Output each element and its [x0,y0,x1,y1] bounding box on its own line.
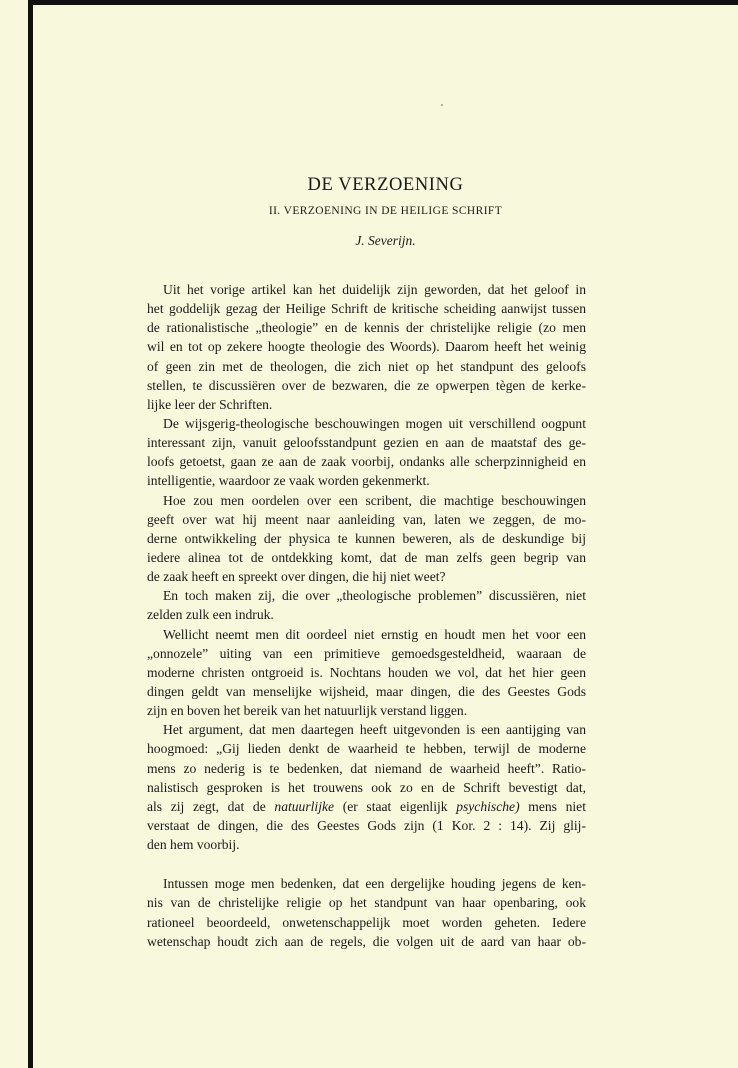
text-line: loofs getoetst, gaan ze aan de zaak voorbij, ondanks alle scherpzinnigheid en [147,454,586,470]
text-line: derne ontwikkeling der physica te kunnen beweren, als de deskundige bij [147,530,586,546]
text-line: rationeel beoordeeld, onwetenschappelijk moet worden geheten. Iedere [147,914,586,930]
text-line: geeft over wat hij meent naar aanleiding van, laten we zeggen, de mo- [147,511,586,527]
text-line: Het argument, dat men daartegen heeft uitgevonden is een aantijging van [163,722,586,738]
text-line: of geen zin met de theologen, die zich niet op het standpunt des geloofs [147,358,586,374]
text-line: Uit het vorige artikel kan het duidelijk zijn geworden, dat het geloof in [163,282,586,297]
text-line: de rationalistische „theologie” en de kennis der christelijke religie (zo men [147,320,586,336]
text-line: dingen geldt van menselijke wijsheid, maar dingen, die des Geestes Gods [147,683,586,699]
text-line: mens zo nederig is te bedenken, dat niemand de waarheid heeft”. Ratio- [147,760,586,776]
text-line: de zaak heeft en spreekt over dingen, die hij niet weet? [147,569,446,585]
text-line: wil en tot op zekere hoogte theologie des Woords). Daarom heeft het weinig [147,339,586,355]
text-line: En toch maken zij, die over „theologische problemen” discussiëren, niet [163,588,586,604]
article-author: J. Severijn. [355,233,416,248]
speck [441,104,443,106]
text-line: iedere alinea tot de ontdekking komt, dat de man zelfs geen begrip van [147,549,586,565]
text-line: nis van de christelijke religie op het standpunt van haar openbaring, ook [147,895,586,911]
text-line: lijke leer der Schriften. [147,396,273,412]
text-line: moderne christen ontgroeid is. Nochtans houden we vol, dat het hier geen [147,664,586,680]
paragraph-gap [147,854,586,874]
text-line: Wellicht neemt men dit oordeel niet ernstig en houdt men het voor een [163,626,586,642]
scan-border-left [28,0,33,1068]
text-line: hoogmoed: „Gij lieden denkt de waarheid te hebben, terwijl de moderne [147,741,586,757]
text-line: intelligentie, waardoor ze vaak worden gekenmerkt. [147,473,430,489]
article-body [147,280,586,951]
scan-border-top [28,0,738,5]
text-line: zelden zulk een indruk. [147,607,274,623]
text-line: den hem voorbij. [147,837,240,853]
article-title: DE VERZOENING [307,175,464,195]
text-line: nalistisch gesproken is het trouwens ook zo en de Schrift bevestigt dat, [147,779,586,795]
text-line: „onnozele” uiting van een primitieve gemoedsgesteldheid, waaraan de [147,645,586,661]
text-line: interessant zijn, vanuit geloofsstandpunt gezien en aan de maatstaf des ge- [147,435,586,451]
article-subtitle: II. VERZOENING IN DE HEILIGE SCHRIFT [268,205,503,217]
text-line: Intussen moge men bedenken, dat een dergelijke houding jegens de ken- [163,876,586,892]
text-line: wetenschap houdt zich aan de regels, die volgen uit de aard van haar ob- [147,933,586,949]
text-line: Hoe zou men oordelen over een scribent, die machtige beschouwingen [163,492,586,508]
text-line: zijn en boven het bereik van het natuurlijk verstand liggen. [147,703,468,719]
text-line: De wijsgerig-theologische beschouwingen mogen uit verschillend oogpunt [163,415,586,431]
text-line: stellen, te discussiëren over de bezwaren, die ze opwerpen tègen de kerke- [147,377,586,393]
text-line: het goddelijk gezag der Heilige Schrift de kritische scheiding aanwijst tussen [147,301,586,317]
text-line: als zij zegt, dat de natuurlijke (er staat eigenlijk psychische) mens niet [147,798,586,814]
text-line: verstaat de dingen, die des Geestes Gods zijn (1 Kor. 2 : 14). Zij glij- [147,817,586,833]
